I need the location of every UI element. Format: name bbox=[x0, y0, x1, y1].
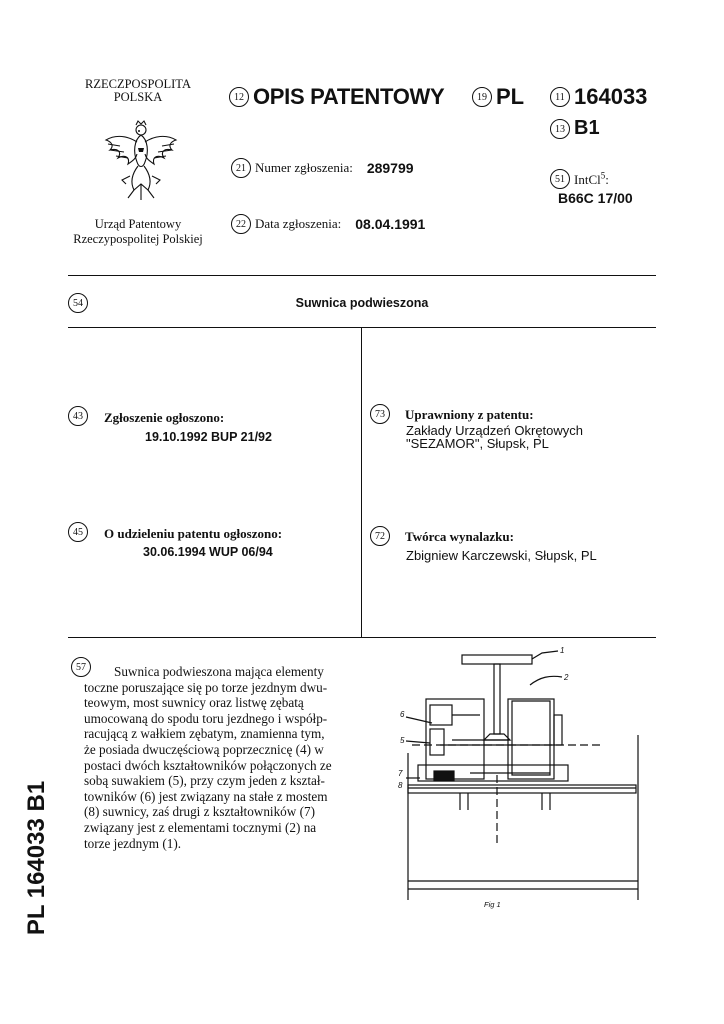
code-72: 72 bbox=[370, 526, 390, 546]
fig-label-7: 7 bbox=[398, 769, 403, 778]
abstract-line: torze jezdnym (1). bbox=[84, 835, 182, 851]
fig-label-6: 6 bbox=[400, 710, 405, 719]
abstract-line: związany jest z elementami tocznymi (2) na bbox=[84, 819, 317, 835]
patent-number-row bbox=[550, 84, 647, 110]
abstract-line: umocowaną do spodu toru jezdnego i współp- bbox=[84, 710, 328, 726]
rule-top bbox=[68, 275, 656, 276]
column-divider bbox=[361, 327, 362, 638]
intcl-colon: : bbox=[605, 171, 609, 187]
application-date-row bbox=[231, 214, 425, 234]
code-12: 12 bbox=[229, 87, 249, 107]
code-73: 73 bbox=[370, 404, 390, 424]
app-date-label: Data zgłoszenia: bbox=[255, 216, 342, 231]
patent-number: 164033 bbox=[574, 84, 648, 109]
intcl-sup: 5 bbox=[600, 170, 606, 181]
rule-title-bottom bbox=[68, 327, 656, 328]
abstract-text bbox=[84, 664, 356, 851]
fig-label-2: 2 bbox=[564, 673, 569, 682]
intcl-value: B66C 17/00 bbox=[558, 190, 633, 206]
owner-label: Uprawniony z patentu: bbox=[405, 407, 534, 422]
app-number-label: Numer zgłoszenia: bbox=[255, 160, 353, 175]
abstract-line: toczne poruszające się po torze jezdnym dwu- bbox=[84, 679, 328, 695]
code-21: 21 bbox=[231, 158, 251, 178]
code-54: 54 bbox=[68, 293, 88, 313]
abstract-line: postaci dwóch kształtowników połączonych ze bbox=[84, 757, 332, 773]
code-51: 51 bbox=[550, 169, 570, 189]
abstract-line: towników (6) jest związany na stałe z mostem bbox=[84, 788, 328, 804]
abstract-line: teowym, most suwnicy oraz listwę zębatą bbox=[84, 695, 304, 711]
invention-title: Suwnica podwieszona bbox=[295, 296, 429, 310]
code-72-wrap bbox=[370, 526, 390, 546]
fig-label-8: 8 bbox=[398, 781, 403, 790]
code-57: 57 bbox=[71, 657, 91, 677]
code-73-wrap bbox=[370, 404, 390, 424]
abstract-line: racującą z wałkiem zębatym, znamienna tym, bbox=[84, 726, 325, 742]
figure-drawing bbox=[390, 645, 660, 915]
published-label: Zgłoszenie ogłoszono: bbox=[104, 410, 225, 425]
fig-label-5: 5 bbox=[400, 736, 405, 745]
code-43-wrap bbox=[68, 406, 88, 426]
code-11: 11 bbox=[550, 87, 570, 107]
code-22: 22 bbox=[231, 214, 251, 234]
owner-line-1: Zakłady Urządzeń Okrętowych bbox=[406, 423, 584, 438]
doc-title-row bbox=[229, 84, 444, 110]
abstract-line: że posiada dwuczęściową poprzecznicę (4) w bbox=[84, 741, 324, 757]
intcl-label: IntCl bbox=[574, 171, 601, 187]
abstract-line: sobą suwakiem (5), przy czym jeden z kształ- bbox=[84, 773, 325, 789]
doc-title: OPIS PATENTOWY bbox=[253, 84, 445, 109]
code-43: 43 bbox=[68, 406, 88, 426]
title-code-row bbox=[68, 293, 88, 313]
code-45-wrap bbox=[68, 522, 88, 542]
app-date: 08.04.1991 bbox=[355, 216, 426, 232]
patent-office: Urząd Patentowy Rzeczypospolitej Polskiej bbox=[73, 217, 203, 246]
inventor-label: Twórca wynalazku: bbox=[405, 529, 514, 544]
side-patent-id: PL 164033 B1 bbox=[23, 780, 50, 936]
granted-label: O udzieleniu patentu ogłoszono: bbox=[104, 526, 283, 541]
country-code: PL bbox=[496, 84, 525, 109]
abstract-line: (8) suwnicy, zaś drugi z kształtowników (7) bbox=[84, 804, 315, 820]
kind-code: B1 bbox=[574, 117, 600, 139]
owner-value bbox=[406, 424, 583, 450]
code-13: 13 bbox=[550, 119, 570, 139]
abstract-line: Suwnica podwieszona mająca elementy bbox=[114, 664, 324, 679]
owner-line-2: "SEZAMOR", Słupsk, PL bbox=[406, 436, 549, 451]
inventor-value: Zbigniew Karczewski, Słupsk, PL bbox=[406, 548, 597, 563]
published-value: 19.10.1992 BUP 21/92 bbox=[145, 430, 272, 444]
code-19: 19 bbox=[472, 87, 492, 107]
granted-value: 30.06.1994 WUP 06/94 bbox=[143, 545, 273, 559]
figure-caption: Fig 1 bbox=[484, 900, 501, 909]
rule-bottom bbox=[68, 637, 656, 638]
code-45: 45 bbox=[68, 522, 88, 542]
kind-row bbox=[550, 117, 600, 140]
eagle-emblem bbox=[100, 118, 182, 202]
intcl-row bbox=[550, 169, 609, 189]
application-number-row bbox=[231, 158, 414, 178]
country-name: RZECZPOSPOLITA POLSKA bbox=[85, 77, 191, 104]
fig-label-1: 1 bbox=[560, 646, 565, 655]
country-code-row bbox=[472, 84, 524, 110]
intcl-label-wrap bbox=[574, 172, 609, 187]
app-number: 289799 bbox=[366, 160, 414, 176]
